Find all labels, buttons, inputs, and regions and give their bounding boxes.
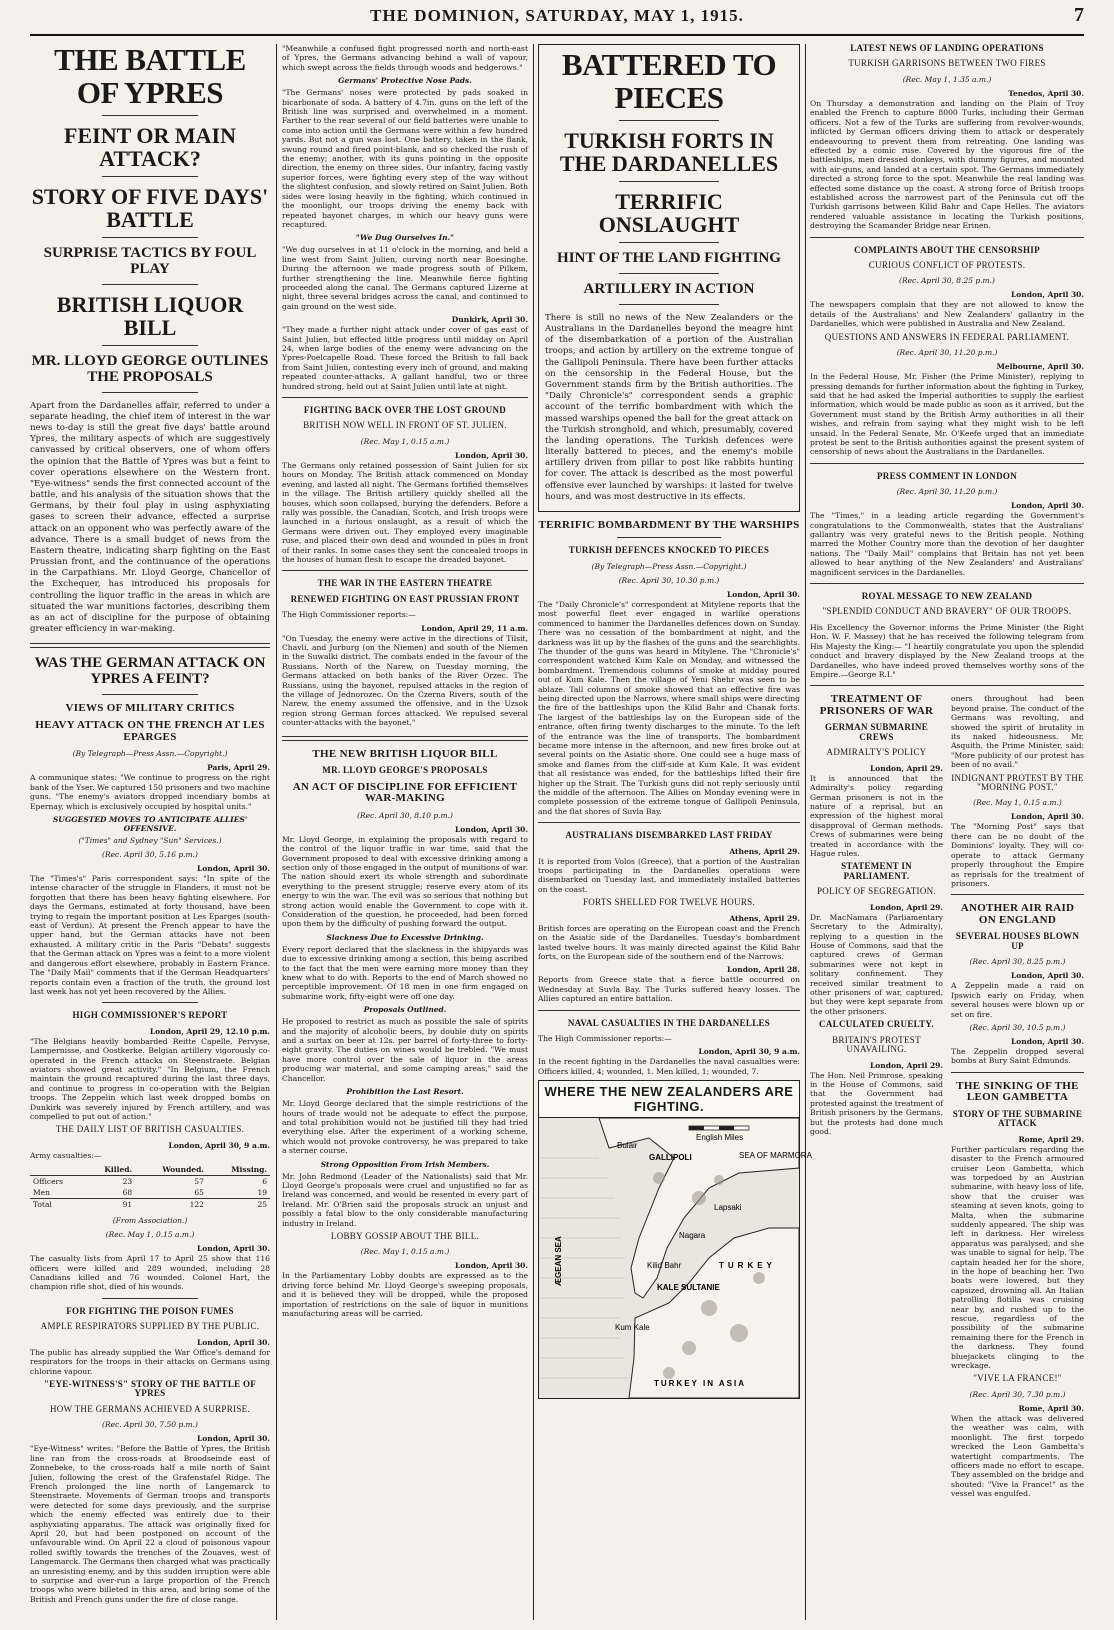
headline: VIEWS OF MILITARY CRITICS <box>65 701 235 714</box>
table-cell: 65 <box>194 1188 204 1198</box>
headline: THE NEW BRITISH LIQUOR BILL <box>312 747 498 760</box>
received-line: (Rec. April 30, 8.25 p.m.) <box>969 957 1066 967</box>
column-1 <box>30 44 270 1620</box>
map-label-bulair: Bulair <box>617 1141 638 1151</box>
dateline: Paris, April 29. <box>207 763 270 773</box>
dateline: London, April 30. <box>1010 290 1084 300</box>
dateline: London, April 30, 9 a.m. <box>168 1140 270 1150</box>
headline: HIGH COMMISSIONER'S REPORT <box>72 1010 228 1021</box>
article-text: British forces are operating on the European coast and the French on the Asiatic side of the Dardanelles. Tuesday's bombardment lasted twelve hours. It was mainly directed against the Kilid Bahr forts, on the European side of the southern end of the Narrows. <box>538 923 800 961</box>
headline: ROYAL MESSAGE TO NEW ZEALAND <box>861 591 1033 602</box>
headline: SEVERAL HOUSES BLOWN UP <box>955 931 1080 951</box>
article-text: Mr. Lloyd George declared that the simple restrictions of the hours of trade would not be adequate to effect the purpose, and total prohibition would not be justified till they had tried everything else. After the experiment of a working scheme, which would not provoke controversy, he was prepared to take a sterner course. <box>282 1099 528 1156</box>
dateline: London, April 30, 9 a.m. <box>698 1047 800 1057</box>
article-text: Mr. Lloyd George, in explaining the proposals with regard to the control of the liquor traffic in war time, said that the Government proposed to deal with excessive drinking among a section only of those engaged in the output of munitions of war. The nation should exert its whole strength and subordinate everything to the present struggle; reserve every atom of its energy to win the war. The evil was so serious that nothing but strong action would enable the Government to cope with it. Consideration of the question, he proceeded, had been forced upon them by the difficulty of pushing forward the output. <box>282 834 528 929</box>
headline: STORY OF FIVE DAYS' BATTLE <box>31 184 269 233</box>
headline: THE SINKING OF THE LEON GAMBETTA <box>956 1079 1079 1104</box>
table-cell: 68 <box>122 1188 133 1198</box>
headline: ANOTHER AIR RAID ON ENGLAND <box>960 902 1075 926</box>
table-row <box>30 1176 270 1188</box>
map-label-lapsaki: Lapsaki <box>714 1203 742 1213</box>
headline: GERMAN SUBMARINE CREWS <box>824 722 929 742</box>
received-line: (Rec. April 30, 8.10 p.m.) <box>357 810 453 820</box>
map-label-turkey: TURKEY <box>719 1261 776 1271</box>
received-line: (Rec. April 30, 5.16 p.m.) <box>102 850 198 860</box>
headline: THE DAILY LIST OF BRITISH CASUALTIES. <box>55 1124 245 1135</box>
headline: TURKISH DEFENCES KNOCKED TO PIECES <box>568 545 770 556</box>
dateline: London, April 30. <box>726 589 800 599</box>
headline: THE WAR IN THE EASTERN THEATRE <box>317 578 493 589</box>
headline: "VIVE LA FRANCE!" <box>973 1373 1062 1384</box>
article-text: "On Tuesday, the enemy were active in the directions of Tilsit, Chavli, and Jurburg (on the Niemen) and south of the Niemen in the Suwalki district. The combats ended in the favour of the Russians. North of the Narew, on Tuesday morning, the Germans attacked on both banks of the River Orzec. The Russians, using the bayonet, repulsed attacks in the region of the village of Jednorozec. On the Czerna Rivers, south of the Narew, the enemy assumed the offensive, and in the Uzsok region strong German forces attacked. We repulsed several counter-attacks with the bayonet." <box>282 633 528 728</box>
split-columns <box>810 694 1084 1502</box>
article-text: The casualty lists from April 17 to April 25 show that 116 officers were killed and 289 wounded, including 28 Canadians killed and 76 wounded. Colonel Hart, the champion rifle shot, died of his wounds. <box>30 1254 270 1292</box>
article-text: The "Times," in a leading article regarding the Government's congratulations to the Commonwealth, states that the Australians' gallantry was very grateful news to the British people. Nothing marred the Mother Country more than the devotion of her daughter nations. The "Daily Mail" complains that Britain has not yet been allowed to hear anything of the New Zealanders' and Australians' magnificent services in the Dardanelles. <box>810 511 1084 577</box>
byline: (By Telegraph—Press Assn.—Copyright.) <box>591 561 747 571</box>
page-number: 7 <box>1074 4 1084 26</box>
headline: ADMIRALTY'S POLICY <box>826 747 927 758</box>
dateline: Melbourne, April 30. <box>996 362 1084 372</box>
article-text: In the recent fighting in the Dardanelles the naval casualties were: Officers killed, 4; wounded, 1. Men killed, 1; wounded, 7. <box>538 1057 800 1076</box>
received-line: (Rec. April 30, 7.30 p.m.) <box>969 1389 1066 1399</box>
article-text: "The Belgians heavily bombarded Reitte Capelle, Pervyse, Lampernisse, and Oostkerke. Belgian artillery vigorously co-operated in the French attacks on Steenstraete. Belgian aviators showed great activity." "In Belgium, the French maintain the ground recaptured during the last three days, and continue to progress in co-operation with the Belgian troops. The Zeppelin which last week dropped bombs on Dunkirk was severely injured by French artillery, and was compelled to put out of action." <box>30 1036 270 1121</box>
headline: TERRIFIC BOMBARDMENT BY THE WARSHIPS <box>538 518 800 531</box>
map-label-aegean: ÆGEAN SEA <box>554 1236 563 1287</box>
headline: FIGHTING BACK OVER THE LOST GROUND <box>303 405 507 415</box>
table-cell: 23 <box>122 1177 133 1187</box>
headline: FEINT OR MAIN ATTACK? <box>64 123 236 172</box>
headline: AMPLE RESPIRATORS SUPPLIED BY THE PUBLIC. <box>40 1321 260 1332</box>
column-3 <box>538 44 812 1620</box>
dateline: London, April 30. <box>1010 501 1084 511</box>
article-intro: Apart from the Dardanelles affair, referred to under a separate heading, the chief item of interest in the war news to-day is still the great five days' battle around Ypres, the military aspects of which are suggestively canvassed by critical observers, one of whom offers the opinion that the Battle of Ypres was but a feint to cover operations elsewhere on the Western front. "Eye-witness" sends the first connected account of the battle, and his analysis of the situation shows that the Germans, by their foul play in using asphyxiating gases to screen their advance, effected a surprise attack on an opponent who was perfectly aware of the advance. There is a small budget of news from the Eastern theatre, indicating sharp fighting on the East Prussian front, and the continuance of the operations in the Carpathians. Mr. Lloyd George, Chancellor of the Exchequer, has introduced his proposals for controlling the liquor traffic in the areas in which are situated the war munitions factories, describing them as an act of discipline for the purpose of obtaining greater efficiency in war-making. <box>30 400 270 635</box>
headline: LOBBY GOSSIP ABOUT THE BILL. <box>330 1230 480 1241</box>
table-cell: 91 <box>122 1200 133 1210</box>
headline: POLICY OF SEGREGATION. <box>816 886 937 897</box>
headline: HEAVY ATTACK ON THE FRENCH AT LES EPARGES <box>35 719 265 743</box>
byline: (By Telegraph—Press Assn.—Copyright.) <box>72 749 228 759</box>
headline: PRESS COMMENT IN LONDON <box>877 470 1017 481</box>
article-text: On Thursday a demonstration and landing on the Plain of Troy enabled the French to capture 8000 Turks, including their German officers. Not a few of the Turks are suffering from revolver-wounds, inflicted by German officers driving them to attack or desperately endeavouring to prevent them from retreating. One landing was effected by a comic ruse. Covered by the vigorous fire of the battleships, men dressed donkeys, with dummy figures, and mounted with air-guns, and landed at a certain spot. The Germans immediately directed a strong force to the spot. Meanwhile the real landing was effected some distance up the coast. A strong force of British troops established across the narrowest part of the Peninsula cut off the Turkish garrisons between Kilid Bahr and Cape Helles. The aviators rendered valuable assistance in locating the Turkish positions, destroying the Scamander Bridge near Erinen. <box>810 98 1084 231</box>
headline: SURPRISE TACTICS BY FOUL PLAY <box>43 245 257 278</box>
article-text: It is announced that the Admiralty's policy regarding German prisoners is not in the nature of a reprisal, but an expression of the highest moral disapproval of German methods. Crews of submarines were being treated in accordance with the Hague rules. <box>810 773 943 858</box>
article-text: Further particulars regarding the disaster to the French armoured cruiser Leon Gambetta, which was torpedoed by an Austrian submarine, with heavy loss of life, show that the cruiser was steaming at seven knots, going to Malta, when the submarine suddenly appeared. The ship was left in darkness. Her wireless apparatus was paralysed, and she was unable to signal for help. The captain headed her for the shore, in the hope of beaching her. Two boats were lowered, but they capsized, drowning all. An Italian patrolling flotilla was cruising near by, and rushed up to the rescue, regardless of the possibility of the submarine remaining there for the French in the darkness. They found bluejackets clinging to the wreckage. <box>951 1144 1084 1371</box>
headline: BRITISH NOW WELL IN FRONT OF ST. JULIEN. <box>303 420 507 431</box>
headline: COMPLAINTS ABOUT THE CENSORSHIP <box>854 244 1040 255</box>
headline: STORY OF THE SUBMARINE ATTACK <box>952 1108 1083 1129</box>
table-header: Wounded. <box>135 1164 207 1176</box>
headline-battered-to-pieces: BATTERED TO PIECES <box>561 47 777 115</box>
headline: AUSTRALIANS DISEMBARKED LAST FRIDAY <box>565 830 773 841</box>
column-rule <box>533 44 534 1620</box>
dateline: London, April 30. <box>454 824 528 834</box>
headline: HOW THE GERMANS ACHIEVED A SURPRISE. <box>50 1403 250 1414</box>
headline: STATEMENT IN PARLIAMENT. <box>841 861 912 881</box>
subheading: SUGGESTED MOVES TO ANTICIPATE ALLIES' OFFENSIVE. <box>52 815 248 834</box>
dateline: London, April 30. <box>196 1434 270 1444</box>
article-text: The High Commissioner reports:— <box>282 610 416 620</box>
table-cell: 122 <box>189 1200 204 1210</box>
map-title: WHERE THE NEW ZEALANDERS ARE FIGHTING. <box>539 1081 799 1118</box>
received-line: (Rec. May 1, 0.15 a.m.) <box>360 436 450 446</box>
article-text: The Germans only retained possession of Saint Julien for six hours on Monday. The British attack commenced on Monday evening, and lasted all night. The Germans fortified themselves in the village. The British artillery quickly shelled all the houses, which soon collapsed, burying the defenders. Before a rally was possible, the Canadian, Scotch, and Irish troops were launched in a furious onslaught, as a result of which the Germans were driven out. They employed every imaginable ruse, and placed their own dead and wounded in piles in front of their ranks. In some cases they sent the concealed troops in the houses of human flesh to escape the dreaded bayonet. <box>282 460 528 564</box>
article-text: The newspapers complain that they are not allowed to know the details of the Australians' and New Zealanders' gallantry in the Dardanelles, which were published in Australia and New Zealand. <box>810 300 1084 329</box>
article-text: His Excellency the Governor informs the Prime Minister (the Right Hon. W. F. Massey) that he has received the following telegram from His Majesty the King:— "I heartily congratulate you upon the splendid conduct and bravery displayed by the New Zealand troops at the Dardanelles, who have indeed proved themselves worthy sons of the Empire.—George R.I." <box>810 622 1084 679</box>
dateline: London, April 28. <box>726 965 800 975</box>
table-header: Killed. <box>84 1164 135 1176</box>
headline: INDIGNANT PROTEST BY THE "MORNING POST." <box>951 772 1084 793</box>
byline: ("Times" and Sydney "Sun" Services.) <box>78 836 222 846</box>
masthead <box>30 4 1084 36</box>
table-cell: Total <box>33 1200 52 1210</box>
dateline: Tenedos, April 30. <box>1008 88 1084 98</box>
dateline: London, April 30. <box>454 450 528 460</box>
headline: MR. LLOYD GEORGE'S PROPOSALS <box>322 765 488 776</box>
subheading: Strong Opposition From Irish Members. <box>320 1159 490 1169</box>
article-text: Dr. MacNamara (Parliamentary Secretary to the Admiralty), replying to a question in the House of Commons, said that the captured crews of German submarines were not kept in solitary confinement. They received similar treatment to other prisoners of war, captured, but they were kept separate from the other prisoners. <box>810 912 943 1016</box>
dateline: London, April 29. <box>869 902 943 912</box>
received-line: (Rec. April 30, 11.20 p.m.) <box>896 348 998 358</box>
sub-column-right <box>951 694 1084 1502</box>
headline: CALCULATED CRUELTY. <box>819 1019 934 1030</box>
subheading: Prohibition the Last Resort. <box>346 1087 464 1097</box>
headline: TURKISH GARRISONS BETWEEN TWO FIRES <box>848 58 1046 69</box>
dardanelles-map <box>538 1080 812 1399</box>
article-text: It is reported from Volos (Greece), that a portion of the Australian troops participating in the Dardanelles operations were disembarked on Tuesday last, and immediately installed batteries on the coast. <box>538 856 800 894</box>
article-text: Reports from Greece state that a fierce battle occurred on Wednesday at Suvla Bay. The Turks suffered heavy losses. The Allies captured an entire battalion. <box>538 975 800 1004</box>
dateline: London, April 29, 12.10 p.m. <box>149 1026 270 1036</box>
article-text: The High Commissioner reports:— <box>538 1034 672 1043</box>
map-label-turkey-in-asia: TURKEY IN ASIA <box>654 1379 747 1389</box>
article-text: Every report declared that the slackness in the shipyards was due to excessive drinking among a section, this being ascribed to the fact that the men were earning more money than they knew what to do with. Reports to the end of March showed no perceptible improvement. Of 18 men in one firm engaged on submarine work, fifty-eight were off one day. <box>282 944 528 1001</box>
dateline: London, April 30. <box>1010 812 1084 822</box>
dateline: London, April 30. <box>196 1244 270 1254</box>
dateline: London, April 30. <box>1010 1036 1084 1046</box>
headline: TURKISH FORTS IN THE DARDANELLES <box>559 128 779 177</box>
map-label-kum-kale: Kum Kale <box>615 1323 650 1333</box>
subheading: "We Dug Ourselves In." <box>355 233 455 243</box>
article-text: When the attack was delivered the weather was calm, with moonlight. The first torpedo wrecked the Leon Gambetta's watertight compartments. The officers made no effort to escape. They assembled on the bridge and shouted: "Vive la France!" as the vessel was engulfed. <box>951 1413 1084 1499</box>
table-cell: 25 <box>257 1200 267 1210</box>
article-text: "Eye-Witness" writes: "Before the Battle of Ypres, the British line ran from the cross-roads at Broodseinde east of Zonnebeke, to the cross-roads half a mile north of Saint Julien, following the crest of the Grafenstafel Ridge. The French prolonged the line north of Langemarck to Steenstraete. Movements of German troops and transports were detected for some days previously, and the surprise which the enemy effected was entirely due to their asphyxiating apparatus. The attack was originally fixed for April 20, but had been postponed on account of the unfavourable wind. On April 22 a cloud of poisonous vapour rolled swiftly towards the trenches of the Zouaves, west of Langemarck. The Germans then charged what was practically an unresisting enemy, and by this sudden irruption were able to surprise and over-run a large proportion of the French troops who were billeted in this area, and bring some of the British and French guns under the fire of close range. <box>30 1444 270 1604</box>
received-line: (Rec. April 30, 11.20 p.m.) <box>896 487 998 497</box>
dateline: London, April 29. <box>869 763 943 773</box>
received-line: (Rec. April 30, 8.25 p.m.) <box>899 276 995 286</box>
table-cell: Men <box>33 1188 50 1198</box>
received-line: (Rec. April 30, 7.50 p.m.) <box>102 1420 198 1430</box>
headline: LATEST NEWS OF LANDING OPERATIONS <box>850 43 1044 53</box>
table-header: Missing. <box>207 1164 270 1176</box>
map-label-gallipoli: GALLIPOLI <box>649 1153 692 1163</box>
dateline: Dunkirk, April 30. <box>451 315 528 325</box>
article-text: The "Times's" Paris correspondent says: "In spite of the intense character of the struggle in Flanders, it must not be forgotten that there has been heavy fighting elsewhere. For days the Germans, estimated at forty thousand, have been trying to regain the important position at Les Eparges (south-east of Verdun). At present the French appear to have the upper hand, but the German attacks have not been exhausted. A military critic in the Paris "Debats" suggests that the German attack on Ypres was a feint to a more violent and dangerous effort elsewhere, probably in Eastern France. The "Daily Mail" comments that if the German Headquarters' reports contain even a fraction of the truth, the ground lost last week has not yet been recovered by the Allies. <box>30 874 270 996</box>
dateline: London, April 30. <box>1010 971 1084 981</box>
article-text: The Zeppelin dropped several bombs at Bury Saint Edmunds. <box>951 1046 1084 1066</box>
article-text: The "Daily Chronicle's" correspondent at Mitylene reports that the most powerful fleet ever engaged in warlike operations commenced to hammer the Dardanelles defences down on Sunday. There was no cessation of the bombardment at night, and the darkness was lit up by the flashes of the guns and the searchlights. The thunder of the guns was heard in Mitylene. The "Chronicle's" correspondent watched Kum Kale on Monday, and witnessed the bombardment. Tremendous columns of smoke at midday poured out of Kum Kale. Then the village of Yeni Shehr was seen to be ablaze. Tall columns of smoke showed that an effective fire was being directed upon the Narrows, where small ships were directing the fire of the battleships upon the Kilid Bahr and Chanak forts. The largest of the battleships lay on the European side of the entrance, often firing twenty discharges to the minute. To the left of the entrance was the line of transports. The bombardment became more intense in the afternoon, and new fires broke out at several points on the Asiatic shore. One could see a huge mass of smoke and flames from the cliff-side at Kum Kale. It was evident that all resistance was ended, for the battleships lifted their fire higher up the Strait. The Turkish guns did not reply seriously until the middle of the afternoon. The Allies on Monday evening were in complete possession of the extreme tongue of Gallipoli Peninsula, and the flat shores of Suvla Bay. <box>538 599 800 816</box>
dateline: London, April 30. <box>196 1337 270 1347</box>
headline: RENEWED FIGHTING ON EAST PRUSSIAN FRONT <box>290 593 520 604</box>
article-text: "The Germans' noses were protected by pads soaked in bicarbonate of soda. A battery of 4.7in. guns on the left of the British line was surprised and overwhelmed in a moment. Farther to the rear several of our field batteries were unable to come into action until the Germans were within a few hundred yards. But not a gun was lost. One battery, taken in the flank, swung round and fired point-blank, and so checked the rush of the enemy; another, with its guns pointing in the opposite direction, the enemy on three sides. Our infantry, facing vastly superior forces, were fighting every step of the way without the slightest confusion, and slowly retired on Saint Julien. Both sides were losing heavily in the fighting, which continued in the moonlight, our troops driving the enemy back with repeated bayonet charges, in which our heavy guns were recaptured. <box>282 88 528 229</box>
article-text: "We dug ourselves in at 11 o'clock in the morning, and held a line west from Saint Julien, curving north near Boesinghe. During the afternoon we made progress south of Pilkem, further strengthening the line. Meanwhile fierce fighting proceeded along the canal. The Germans captured Lizerne at night, three several bridges across the canal, and continued to gain ground on the west side. <box>282 245 528 311</box>
dateline: London, April 29. <box>869 1060 943 1070</box>
table-row <box>30 1199 270 1211</box>
casualty-label: Army casualties:— <box>30 1150 102 1160</box>
received-line: (Rec. May 1, 0.15 a.m.) <box>105 1230 195 1240</box>
headline: BRITISH LIQUOR BILL <box>56 291 244 341</box>
map-graphic <box>539 1118 812 1398</box>
table-cell: Officers <box>33 1177 63 1187</box>
dateline: Athens, April 29. <box>729 846 800 856</box>
dateline: London, April 30. <box>196 864 270 874</box>
headline: MR. LLOYD GEORGE OUTLINES THE PROPOSALS <box>31 353 269 385</box>
map-label-kale-sultanie: KALE SULTANIE <box>657 1283 720 1293</box>
headline: "SPLENDID CONDUCT AND BRAVERY" OF OUR TROOPS. <box>822 606 1072 617</box>
subheading: Germans' Protective Nose Pads. <box>338 76 472 86</box>
article-text: The Hon. Neil Primrose, speaking in the House of Commons, said that the Government had protested against the treatment of British prisoners by the Germans, but the protests had done much good. <box>810 1070 943 1136</box>
headline: NAVAL CASUALTIES IN THE DARDANELLES <box>567 1017 771 1028</box>
table-header <box>30 1164 84 1176</box>
headline: WAS THE GERMAN ATTACK ON YPRES A FEINT? <box>34 655 266 688</box>
sub-column-left <box>810 694 943 1502</box>
map-scale-label: English Miles <box>696 1133 744 1143</box>
headline-battle-of-ypres: THE BATTLE OF YPRES <box>54 42 246 110</box>
article-text: In the Federal House, Mr. Fisher (the Prime Minister), replying to pressing demands for further information about the fighting in Turkey, said that he had asked the Imperial authorities to supply the earliest information, which would be made public as soon as it arrived, but the Government must stand by the British Army authorities in all their wishes, and refrain from saying what they might wish to be left unsaid. In the Federal Senate, Mr. O'Keefe urged that an immediate protest be sent to the British authorities against the present system of censorship of news about the Australians in the Dardanelles. <box>810 372 1084 457</box>
article-text: A communique states: "We continue to progress on the right bank of the Yser. We captured 150 prisoners and two machine guns. "The enemy's aviators dropped incendiary bombs at Epernay, which is exclusively occupied by hospital units." <box>30 773 270 811</box>
map-label-kilid-bahr: Kilid Bahr <box>647 1261 682 1271</box>
column-rule <box>276 44 277 1620</box>
article-text: "They made a further night attack under cover of gas east of Saint Julien, but effected little progress until midday on April 24, when large bodies of the enemy were advancing on the Ypres-Poelcapelle Road. These forced the British to fall back from Saint Julien, contesting every inch of ground, and making repeated counter-attacks. A gallant handful, two or three hundred strong, held out at Saint Julien until late at night. <box>282 325 528 391</box>
column-4 <box>810 44 1084 1620</box>
dateline: London, April 30. <box>454 1261 528 1271</box>
article-text: The "Morning Post" says that there can be no doubt of the Dominions' loyalty. They will co-operate to attack Germany properly throughout the Empire as reprisals for the treatment of prisoners. <box>951 822 1084 888</box>
dateline: London, April 29, 11 a.m. <box>421 623 528 633</box>
received-line: (Rec. May 1, 1.35 a.m.) <box>902 74 992 84</box>
headline: ARTILLERY IN ACTION <box>583 281 755 298</box>
table-row <box>30 1187 270 1199</box>
headline: "EYE-WITNESS'S" STORY OF THE BATTLE OF YPRES <box>43 1378 257 1399</box>
article-text: Mr. John Redmond (Leader of the Nationalists) said that Mr. Lloyd George's proposals were cruel and unjustified so far as Ireland was concerned, and would be resented in every part of Ireland. Mr. O'Brien said the proposals struck an unjust and possibly a fatal blow to the only considerable manufacturing industry in Ireland. <box>282 1171 528 1228</box>
headline: TERRIFIC ONSLAUGHT <box>598 189 740 238</box>
headline: TREATMENT OF PRISONERS OF WAR <box>819 693 934 717</box>
headline: AN ACT OF DISCIPLINE FOR EFFICIENT WAR-MAKING <box>292 780 518 805</box>
subheading: Proposals Outlined. <box>363 1005 447 1015</box>
casualty-table <box>30 1164 270 1210</box>
map-label-nagara: Nagara <box>679 1231 706 1241</box>
table-cell: 19 <box>257 1188 267 1198</box>
received-line: (Rec. April 30, 10.5 p.m.) <box>969 1022 1066 1032</box>
feature-box <box>538 44 800 512</box>
headline: CURIOUS CONFLICT OF PROTESTS. <box>868 260 1026 270</box>
article-text: oners throughout had been beyond praise. The conduct of the Germans was revolting, and showed the spirit of brutality in its naked hideousness. Mr. Asquith, the Prime Minister, said: "More publicity of our protest has been of no avail." <box>951 694 1084 770</box>
subheading: Slackness Due to Excessive Drinking. <box>326 932 484 942</box>
article-intro: There is still no news of the New Zealanders or the Australians in the Dardanelles beyond the meagre hint of the disembarkation of a portion of the Australian troops, and action by artillery on the extreme tongue of the Gallipoli Peninsula. There have been further attacks on the censorship in the Federal House, but the Government stands firm by the British authorities. The "Daily Chronicle's" correspondent sends a graphic account of the terrific bombardment with which the massed warships opened the ball for the great attack on the Turkish stronghold, and which, presumably, covered the landing operations. The Turkish defences were literally battered to pieces, and the enemy's mobile artillery driven from pillar to post like rabbits hunting for cover. The attack is described as the most powerful offensive ever launched by warships: it lasted for twelve hours, and was most destructive in its effects. <box>545 312 793 502</box>
table-cell: 57 <box>194 1177 204 1187</box>
headline: FORTS SHELLED FOR TWELVE HOURS. <box>582 897 756 908</box>
headline: BRITAIN'S PROTEST UNAVAILING. <box>832 1034 921 1055</box>
headline: HINT OF THE LAND FIGHTING <box>557 250 781 267</box>
column-2 <box>282 44 528 1620</box>
received-line: (Rec. May 1, 0.15 a.m.) <box>973 798 1062 808</box>
article-text: "Meanwhile a confused fight progressed north and north-east of Ypres, the Germans advancing behind a wall of vapour, which swept across the fields through woods and hedgerows." <box>282 44 528 72</box>
dateline: Rome, April 30. <box>1018 1403 1084 1413</box>
headline: FOR FIGHTING THE POISON FUMES <box>66 1305 234 1316</box>
table-cell: 6 <box>262 1177 267 1187</box>
map-label-marmora: SEA OF MARMORA <box>739 1151 812 1161</box>
article-text: He proposed to restrict as much as possible the sale of spirits and the majority of alcoholic beers, by double duty on spirits and a surtax on beer at 12s. per barrel of forty-three to forty-eight gravity. The duties on wines would be trebled. "We must have more control over the sale of liquor in the areas producing war material, and some camping areas," said the Chancellor. <box>282 1017 528 1083</box>
masthead-title: THE DOMINION, SATURDAY, MAY 1, 1915. <box>370 6 744 25</box>
dateline: Rome, April 29. <box>1018 1134 1084 1144</box>
dateline: Athens, April 29. <box>729 913 800 923</box>
received-line: (Rec. May 1, 0.15 a.m.) <box>360 1247 450 1257</box>
article-text: A Zeppelin made a raid on Ipswich early on Friday, when several houses were blown up or set on fire. <box>951 981 1084 1019</box>
article-text: The public has already supplied the War Office's demand for respirators for the troops in their attacks on Germans using chlorine vapour. <box>30 1347 270 1376</box>
column-rule <box>805 44 806 1620</box>
headline: QUESTIONS AND ANSWERS IN FEDERAL PARLIAMENT. <box>824 331 1070 342</box>
received-line: (Rec. April 30, 10.30 p.m.) <box>618 575 720 585</box>
article-text: In the Parliamentary Lobby doubts are expressed as to the driving force behind Mr. Lloyd George's sweeping proposals, and it is believed they will be dropped, while the proposed importation of restrictions on the sale of liquor in munitions manufacturing areas will be carried. <box>282 1271 528 1319</box>
source-note: (From Association.) <box>112 1216 188 1226</box>
